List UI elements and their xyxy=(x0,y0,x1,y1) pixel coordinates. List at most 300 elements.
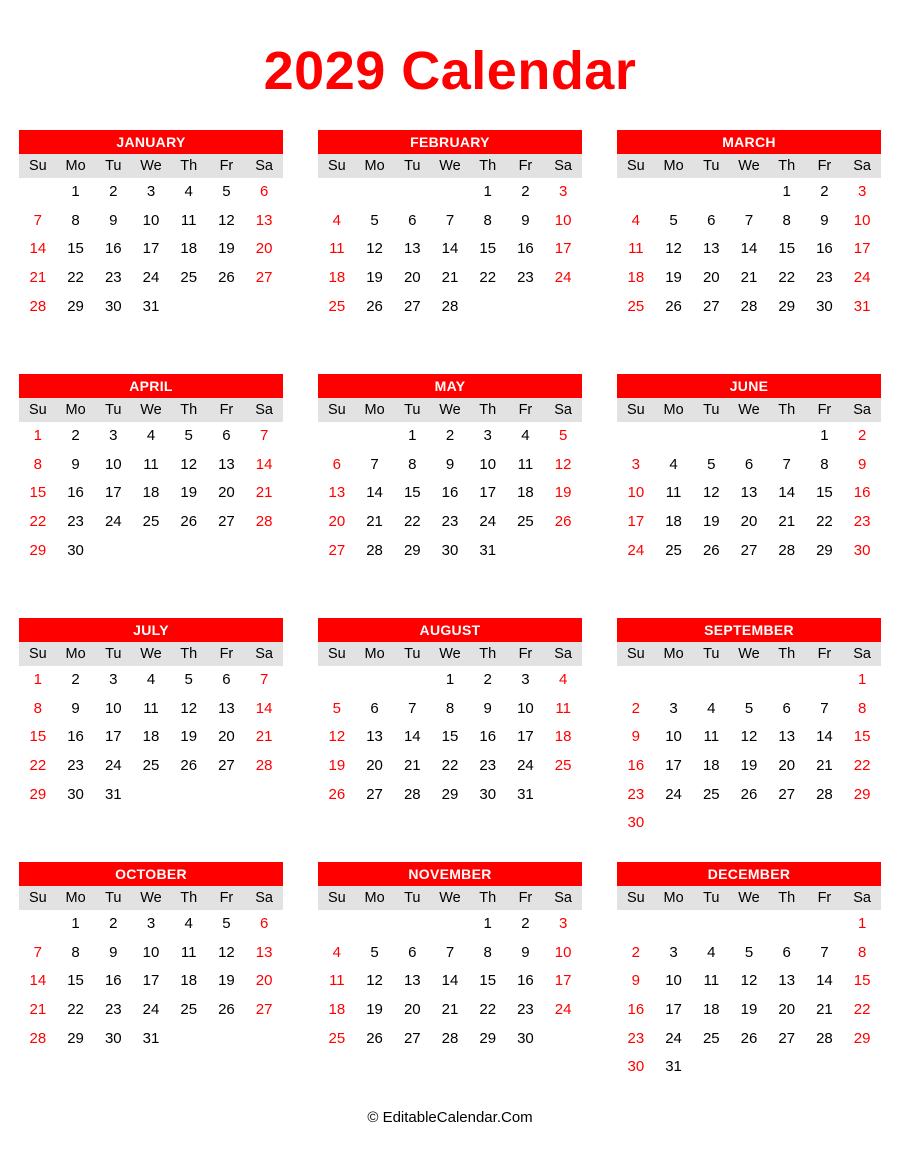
day-cell: 20 xyxy=(403,269,421,287)
weekday-label: We xyxy=(738,402,760,418)
month-header: MARCH xyxy=(617,130,881,154)
weekday-label: Su xyxy=(327,402,346,418)
day-cell: 24 xyxy=(479,513,497,531)
day-cell: 21 xyxy=(29,1001,47,1019)
day-cell: 20 xyxy=(740,513,758,531)
day-grid xyxy=(318,910,582,1053)
day-cell: 30 xyxy=(104,1029,122,1047)
day-cell: 12 xyxy=(328,728,346,746)
day-cell: 24 xyxy=(554,1001,572,1019)
weekday-label: Mo xyxy=(65,890,86,906)
day-cell: 1 xyxy=(408,427,417,444)
day-cell: 23 xyxy=(479,757,497,775)
weekday-label: Th xyxy=(479,890,497,906)
day-cell: 26 xyxy=(218,269,235,287)
day-blank xyxy=(356,178,394,207)
weekday-label: We xyxy=(439,890,461,906)
day-cell: 31 xyxy=(104,785,122,803)
month-december xyxy=(617,862,881,1106)
day-cell: 15 xyxy=(441,728,459,746)
month-october xyxy=(19,862,283,1106)
day-cell: 14 xyxy=(441,972,459,990)
weekday-label: Fr xyxy=(817,646,832,662)
day-cell: 23 xyxy=(517,1001,534,1019)
day-grid xyxy=(318,422,582,565)
weekday-label: Mo xyxy=(663,646,684,662)
day-cell: 21 xyxy=(740,269,758,287)
day-cell: 18 xyxy=(180,240,198,258)
day-cell: 28 xyxy=(255,513,273,531)
day-cell: 2 xyxy=(631,943,641,961)
day-cell: 18 xyxy=(702,1001,720,1019)
day-cell: 9 xyxy=(521,211,530,229)
day-blank xyxy=(730,910,768,939)
day-grid xyxy=(617,666,881,838)
day-cell: 28 xyxy=(816,785,833,803)
day-cell: 30 xyxy=(67,785,84,803)
day-cell: 30 xyxy=(104,297,122,315)
weekday-label: Th xyxy=(180,402,198,418)
day-cell: 23 xyxy=(441,513,459,531)
day-grid xyxy=(19,666,283,809)
day-blank xyxy=(318,178,356,207)
day-blank xyxy=(431,178,469,207)
day-cell: 29 xyxy=(441,785,459,803)
day-cell: 25 xyxy=(328,297,346,315)
day-cell: 12 xyxy=(740,972,758,990)
day-cell: 8 xyxy=(483,211,492,229)
day-blank xyxy=(692,666,730,695)
weekday-label: Fr xyxy=(219,158,234,174)
day-cell: 21 xyxy=(816,757,833,775)
month-february xyxy=(318,130,582,374)
month-header: DECEMBER xyxy=(617,862,881,886)
day-cell: 24 xyxy=(665,1029,682,1047)
day-blank xyxy=(730,178,768,207)
day-blank xyxy=(356,910,394,939)
weekday-label: Mo xyxy=(364,158,385,174)
day-blank xyxy=(318,910,356,939)
day-cell: 4 xyxy=(631,211,641,229)
day-cell: 31 xyxy=(665,1058,682,1076)
month-header: SEPTEMBER xyxy=(617,618,881,642)
day-cell: 3 xyxy=(483,427,492,444)
weekday-label: Su xyxy=(327,646,346,662)
day-cell: 8 xyxy=(33,455,43,473)
month-header: APRIL xyxy=(19,374,283,398)
day-cell: 12 xyxy=(366,240,383,258)
day-cell: 2 xyxy=(521,915,530,932)
day-cell: 12 xyxy=(218,943,235,961)
day-cell: 19 xyxy=(366,1001,383,1019)
day-cell: 6 xyxy=(707,211,716,229)
day-cell: 31 xyxy=(479,541,497,559)
day-cell: 11 xyxy=(143,699,159,717)
day-cell: 9 xyxy=(109,943,118,961)
day-cell: 17 xyxy=(142,972,160,990)
weekday-label: Sa xyxy=(554,890,573,906)
day-cell: 26 xyxy=(740,785,758,803)
day-blank xyxy=(692,178,730,207)
day-cell: 24 xyxy=(853,269,871,287)
day-cell: 16 xyxy=(627,757,645,775)
day-cell: 8 xyxy=(857,943,867,961)
day-cell: 13 xyxy=(328,484,346,502)
weekday-header-row xyxy=(318,642,582,666)
day-cell: 26 xyxy=(554,513,572,531)
day-cell: 5 xyxy=(744,699,754,717)
day-cell: 1 xyxy=(483,915,492,932)
day-cell: 16 xyxy=(67,728,84,746)
day-cell: 22 xyxy=(67,269,84,287)
day-cell: 8 xyxy=(445,699,455,717)
day-cell: 7 xyxy=(820,699,829,717)
day-cell: 4 xyxy=(146,671,156,688)
day-cell: 15 xyxy=(29,484,47,502)
day-cell: 26 xyxy=(328,785,346,803)
weekday-label: Su xyxy=(626,890,645,906)
weekday-label: Tu xyxy=(105,646,122,662)
weekday-label: We xyxy=(439,402,461,418)
month-september xyxy=(617,618,881,862)
day-cell: 1 xyxy=(782,183,791,200)
day-cell: 17 xyxy=(665,757,682,775)
day-cell: 3 xyxy=(146,183,156,200)
month-header: MAY xyxy=(318,374,582,398)
month-header: OCTOBER xyxy=(19,862,283,886)
day-grid xyxy=(617,910,881,1082)
day-cell: 26 xyxy=(665,297,682,315)
weekday-label: Fr xyxy=(518,890,533,906)
day-cell: 1 xyxy=(71,183,80,200)
day-cell: 26 xyxy=(180,757,198,775)
day-cell: 18 xyxy=(328,1001,346,1019)
day-cell: 10 xyxy=(479,455,497,473)
day-cell: 29 xyxy=(853,1029,871,1047)
day-cell: 1 xyxy=(483,183,492,200)
day-cell: 12 xyxy=(366,972,383,990)
day-cell: 17 xyxy=(142,240,160,258)
weekday-label: Th xyxy=(778,890,796,906)
weekday-label: We xyxy=(140,646,162,662)
weekday-label: Sa xyxy=(554,646,573,662)
day-cell: 10 xyxy=(104,455,122,473)
weekday-label: Sa xyxy=(853,646,872,662)
day-cell: 8 xyxy=(782,211,791,229)
day-cell: 21 xyxy=(816,1001,833,1019)
weekday-label: Fr xyxy=(518,646,533,662)
day-cell: 4 xyxy=(332,211,342,229)
day-cell: 14 xyxy=(366,484,383,502)
day-cell: 15 xyxy=(853,728,871,746)
day-blank xyxy=(617,178,655,207)
day-cell: 23 xyxy=(853,513,871,531)
day-cell: 7 xyxy=(370,455,379,473)
weekday-label: Fr xyxy=(219,646,234,662)
weekday-header-row xyxy=(617,642,881,666)
day-cell: 13 xyxy=(778,728,796,746)
day-blank xyxy=(356,666,394,695)
page-title: 2029 Calendar xyxy=(263,41,637,101)
day-cell: 1 xyxy=(857,671,867,688)
weekday-header-row xyxy=(19,398,283,422)
day-cell: 29 xyxy=(479,1029,497,1047)
day-cell: 12 xyxy=(218,211,235,229)
day-cell: 3 xyxy=(857,183,867,200)
day-cell: 31 xyxy=(142,1029,160,1047)
day-cell: 14 xyxy=(816,728,833,746)
day-blank xyxy=(768,422,806,451)
day-cell: 29 xyxy=(778,297,796,315)
day-cell: 29 xyxy=(403,541,421,559)
day-cell: 5 xyxy=(558,427,568,444)
day-cell: 21 xyxy=(29,269,47,287)
day-cell: 10 xyxy=(554,943,572,961)
month-january xyxy=(19,130,283,374)
day-cell: 3 xyxy=(521,671,530,688)
day-cell: 9 xyxy=(483,699,492,717)
weekday-label: We xyxy=(738,646,760,662)
day-cell: 7 xyxy=(259,427,269,444)
day-cell: 19 xyxy=(218,240,235,258)
day-cell: 14 xyxy=(403,728,421,746)
day-cell: 12 xyxy=(665,240,682,258)
weekday-label: Tu xyxy=(404,890,421,906)
day-cell: 1 xyxy=(71,915,80,932)
weekday-label: Fr xyxy=(817,402,832,418)
weekday-label: Mo xyxy=(65,646,86,662)
day-cell: 4 xyxy=(184,183,193,200)
day-cell: 19 xyxy=(180,484,198,502)
day-blank xyxy=(692,422,730,451)
day-cell: 5 xyxy=(744,943,754,961)
weekday-header-row xyxy=(19,886,283,910)
day-cell: 3 xyxy=(109,671,118,688)
day-cell: 13 xyxy=(740,484,758,502)
day-cell: 21 xyxy=(403,757,421,775)
day-cell: 14 xyxy=(255,699,273,717)
day-cell: 27 xyxy=(778,785,796,803)
day-cell: 29 xyxy=(67,297,84,315)
weekday-label: Th xyxy=(479,646,497,662)
weekday-label: Th xyxy=(180,890,198,906)
day-cell: 19 xyxy=(328,757,346,775)
day-cell: 8 xyxy=(820,455,829,473)
day-cell: 12 xyxy=(180,455,198,473)
day-cell: 14 xyxy=(816,972,833,990)
month-header: AUGUST xyxy=(318,618,582,642)
month-header: FEBRUARY xyxy=(318,130,582,154)
weekday-label: Th xyxy=(778,646,796,662)
day-cell: 9 xyxy=(820,211,829,229)
day-cell: 6 xyxy=(782,699,791,717)
day-cell: 6 xyxy=(259,915,269,932)
weekday-label: Su xyxy=(28,890,47,906)
day-cell: 28 xyxy=(778,541,796,559)
day-cell: 3 xyxy=(146,915,156,932)
day-cell: 15 xyxy=(67,240,84,258)
day-blank xyxy=(431,910,469,939)
day-cell: 22 xyxy=(441,757,459,775)
day-cell: 24 xyxy=(104,757,122,775)
day-cell: 4 xyxy=(669,455,678,473)
day-blank xyxy=(692,910,730,939)
day-cell: 17 xyxy=(517,728,534,746)
day-cell: 15 xyxy=(479,972,497,990)
day-cell: 20 xyxy=(778,757,796,775)
day-cell: 5 xyxy=(707,455,716,473)
weekday-label: Th xyxy=(479,158,497,174)
day-cell: 22 xyxy=(853,1001,871,1019)
day-cell: 13 xyxy=(403,972,421,990)
day-cell: 27 xyxy=(702,297,720,315)
weekday-label: Tu xyxy=(404,402,421,418)
day-cell: 20 xyxy=(328,513,346,531)
day-cell: 7 xyxy=(33,211,43,229)
day-cell: 11 xyxy=(555,699,571,717)
day-cell: 22 xyxy=(778,269,796,287)
day-cell: 30 xyxy=(67,541,84,559)
day-cell: 10 xyxy=(853,211,871,229)
day-cell: 11 xyxy=(180,943,197,961)
day-blank xyxy=(356,422,394,451)
weekday-label: Su xyxy=(327,890,346,906)
day-cell: 24 xyxy=(554,269,572,287)
day-cell: 29 xyxy=(67,1029,84,1047)
day-cell: 22 xyxy=(479,1001,497,1019)
day-cell: 22 xyxy=(816,513,833,531)
day-cell: 5 xyxy=(184,427,193,444)
day-cell: 6 xyxy=(370,699,379,717)
day-cell: 17 xyxy=(104,728,122,746)
day-blank xyxy=(393,666,431,695)
weekday-header-row xyxy=(318,886,582,910)
weekday-label: Tu xyxy=(105,402,122,418)
weekday-label: We xyxy=(738,158,760,174)
day-cell: 11 xyxy=(665,484,682,502)
weekday-label: Th xyxy=(778,402,796,418)
day-cell: 25 xyxy=(328,1029,346,1047)
footer-credit: © EditableCalendar.Com xyxy=(367,1109,533,1126)
day-cell: 28 xyxy=(740,297,758,315)
weekday-label: Su xyxy=(28,646,47,662)
weekday-label: Th xyxy=(180,646,198,662)
day-cell: 6 xyxy=(782,943,791,961)
day-cell: 6 xyxy=(408,943,417,961)
weekday-label: Tu xyxy=(703,890,720,906)
day-cell: 18 xyxy=(665,513,682,531)
day-cell: 5 xyxy=(222,915,231,932)
day-cell: 27 xyxy=(255,1001,273,1019)
weekday-label: Tu xyxy=(703,646,720,662)
day-grid xyxy=(19,910,283,1053)
day-cell: 1 xyxy=(445,671,455,688)
weekday-label: Fr xyxy=(219,890,234,906)
day-cell: 30 xyxy=(627,1058,645,1076)
day-cell: 3 xyxy=(109,427,118,444)
day-cell: 23 xyxy=(104,1001,122,1019)
day-cell: 23 xyxy=(67,513,84,531)
day-cell: 25 xyxy=(627,297,645,315)
day-cell: 4 xyxy=(707,943,716,961)
weekday-header-row xyxy=(19,154,283,178)
day-cell: 16 xyxy=(441,484,459,502)
day-cell: 28 xyxy=(441,297,459,315)
day-blank xyxy=(655,178,693,207)
weekday-label: Tu xyxy=(703,158,720,174)
day-cell: 2 xyxy=(445,427,455,444)
weekday-label: Tu xyxy=(105,158,122,174)
day-cell: 7 xyxy=(445,211,455,229)
day-cell: 21 xyxy=(441,269,459,287)
weekday-label: Su xyxy=(626,158,645,174)
day-cell: 17 xyxy=(853,240,871,258)
day-cell: 4 xyxy=(558,671,568,688)
day-cell: 26 xyxy=(218,1001,235,1019)
day-cell: 29 xyxy=(29,785,47,803)
day-cell: 22 xyxy=(29,513,47,531)
day-cell: 8 xyxy=(71,211,80,229)
day-cell: 28 xyxy=(441,1029,459,1047)
day-cell: 30 xyxy=(853,541,871,559)
weekday-header-row xyxy=(19,642,283,666)
day-cell: 30 xyxy=(517,1029,534,1047)
day-blank xyxy=(393,178,431,207)
day-cell: 12 xyxy=(180,699,198,717)
day-cell: 16 xyxy=(627,1001,645,1019)
day-cell: 3 xyxy=(669,943,678,961)
day-cell: 7 xyxy=(33,943,43,961)
day-cell: 8 xyxy=(857,699,867,717)
day-cell: 25 xyxy=(142,513,160,531)
weekday-label: Sa xyxy=(853,158,872,174)
day-cell: 18 xyxy=(627,269,645,287)
months-grid xyxy=(19,130,882,1106)
day-cell: 12 xyxy=(702,484,720,502)
day-cell: 11 xyxy=(143,455,159,473)
day-cell: 30 xyxy=(816,297,833,315)
day-cell: 25 xyxy=(702,785,720,803)
day-cell: 1 xyxy=(820,427,829,444)
day-blank xyxy=(617,666,655,695)
day-cell: 13 xyxy=(255,943,273,961)
day-cell: 9 xyxy=(631,972,641,990)
day-cell: 20 xyxy=(255,972,273,990)
day-cell: 6 xyxy=(744,455,754,473)
weekday-label: Th xyxy=(778,158,796,174)
day-cell: 14 xyxy=(255,455,273,473)
day-cell: 28 xyxy=(816,1029,833,1047)
day-cell: 6 xyxy=(259,183,269,200)
weekday-label: Fr xyxy=(817,890,832,906)
day-cell: 3 xyxy=(558,915,568,932)
day-cell: 14 xyxy=(740,240,758,258)
day-blank xyxy=(617,422,655,451)
day-cell: 22 xyxy=(403,513,421,531)
day-cell: 7 xyxy=(445,943,455,961)
day-cell: 14 xyxy=(29,240,47,258)
day-cell: 4 xyxy=(707,699,716,717)
day-cell: 16 xyxy=(816,240,833,258)
day-cell: 17 xyxy=(104,484,122,502)
weekday-label: Tu xyxy=(105,890,122,906)
day-cell: 4 xyxy=(521,427,530,444)
weekday-label: Fr xyxy=(219,402,234,418)
day-cell: 19 xyxy=(665,269,682,287)
day-cell: 14 xyxy=(29,972,47,990)
day-cell: 1 xyxy=(33,671,43,688)
weekday-header-row xyxy=(617,886,881,910)
